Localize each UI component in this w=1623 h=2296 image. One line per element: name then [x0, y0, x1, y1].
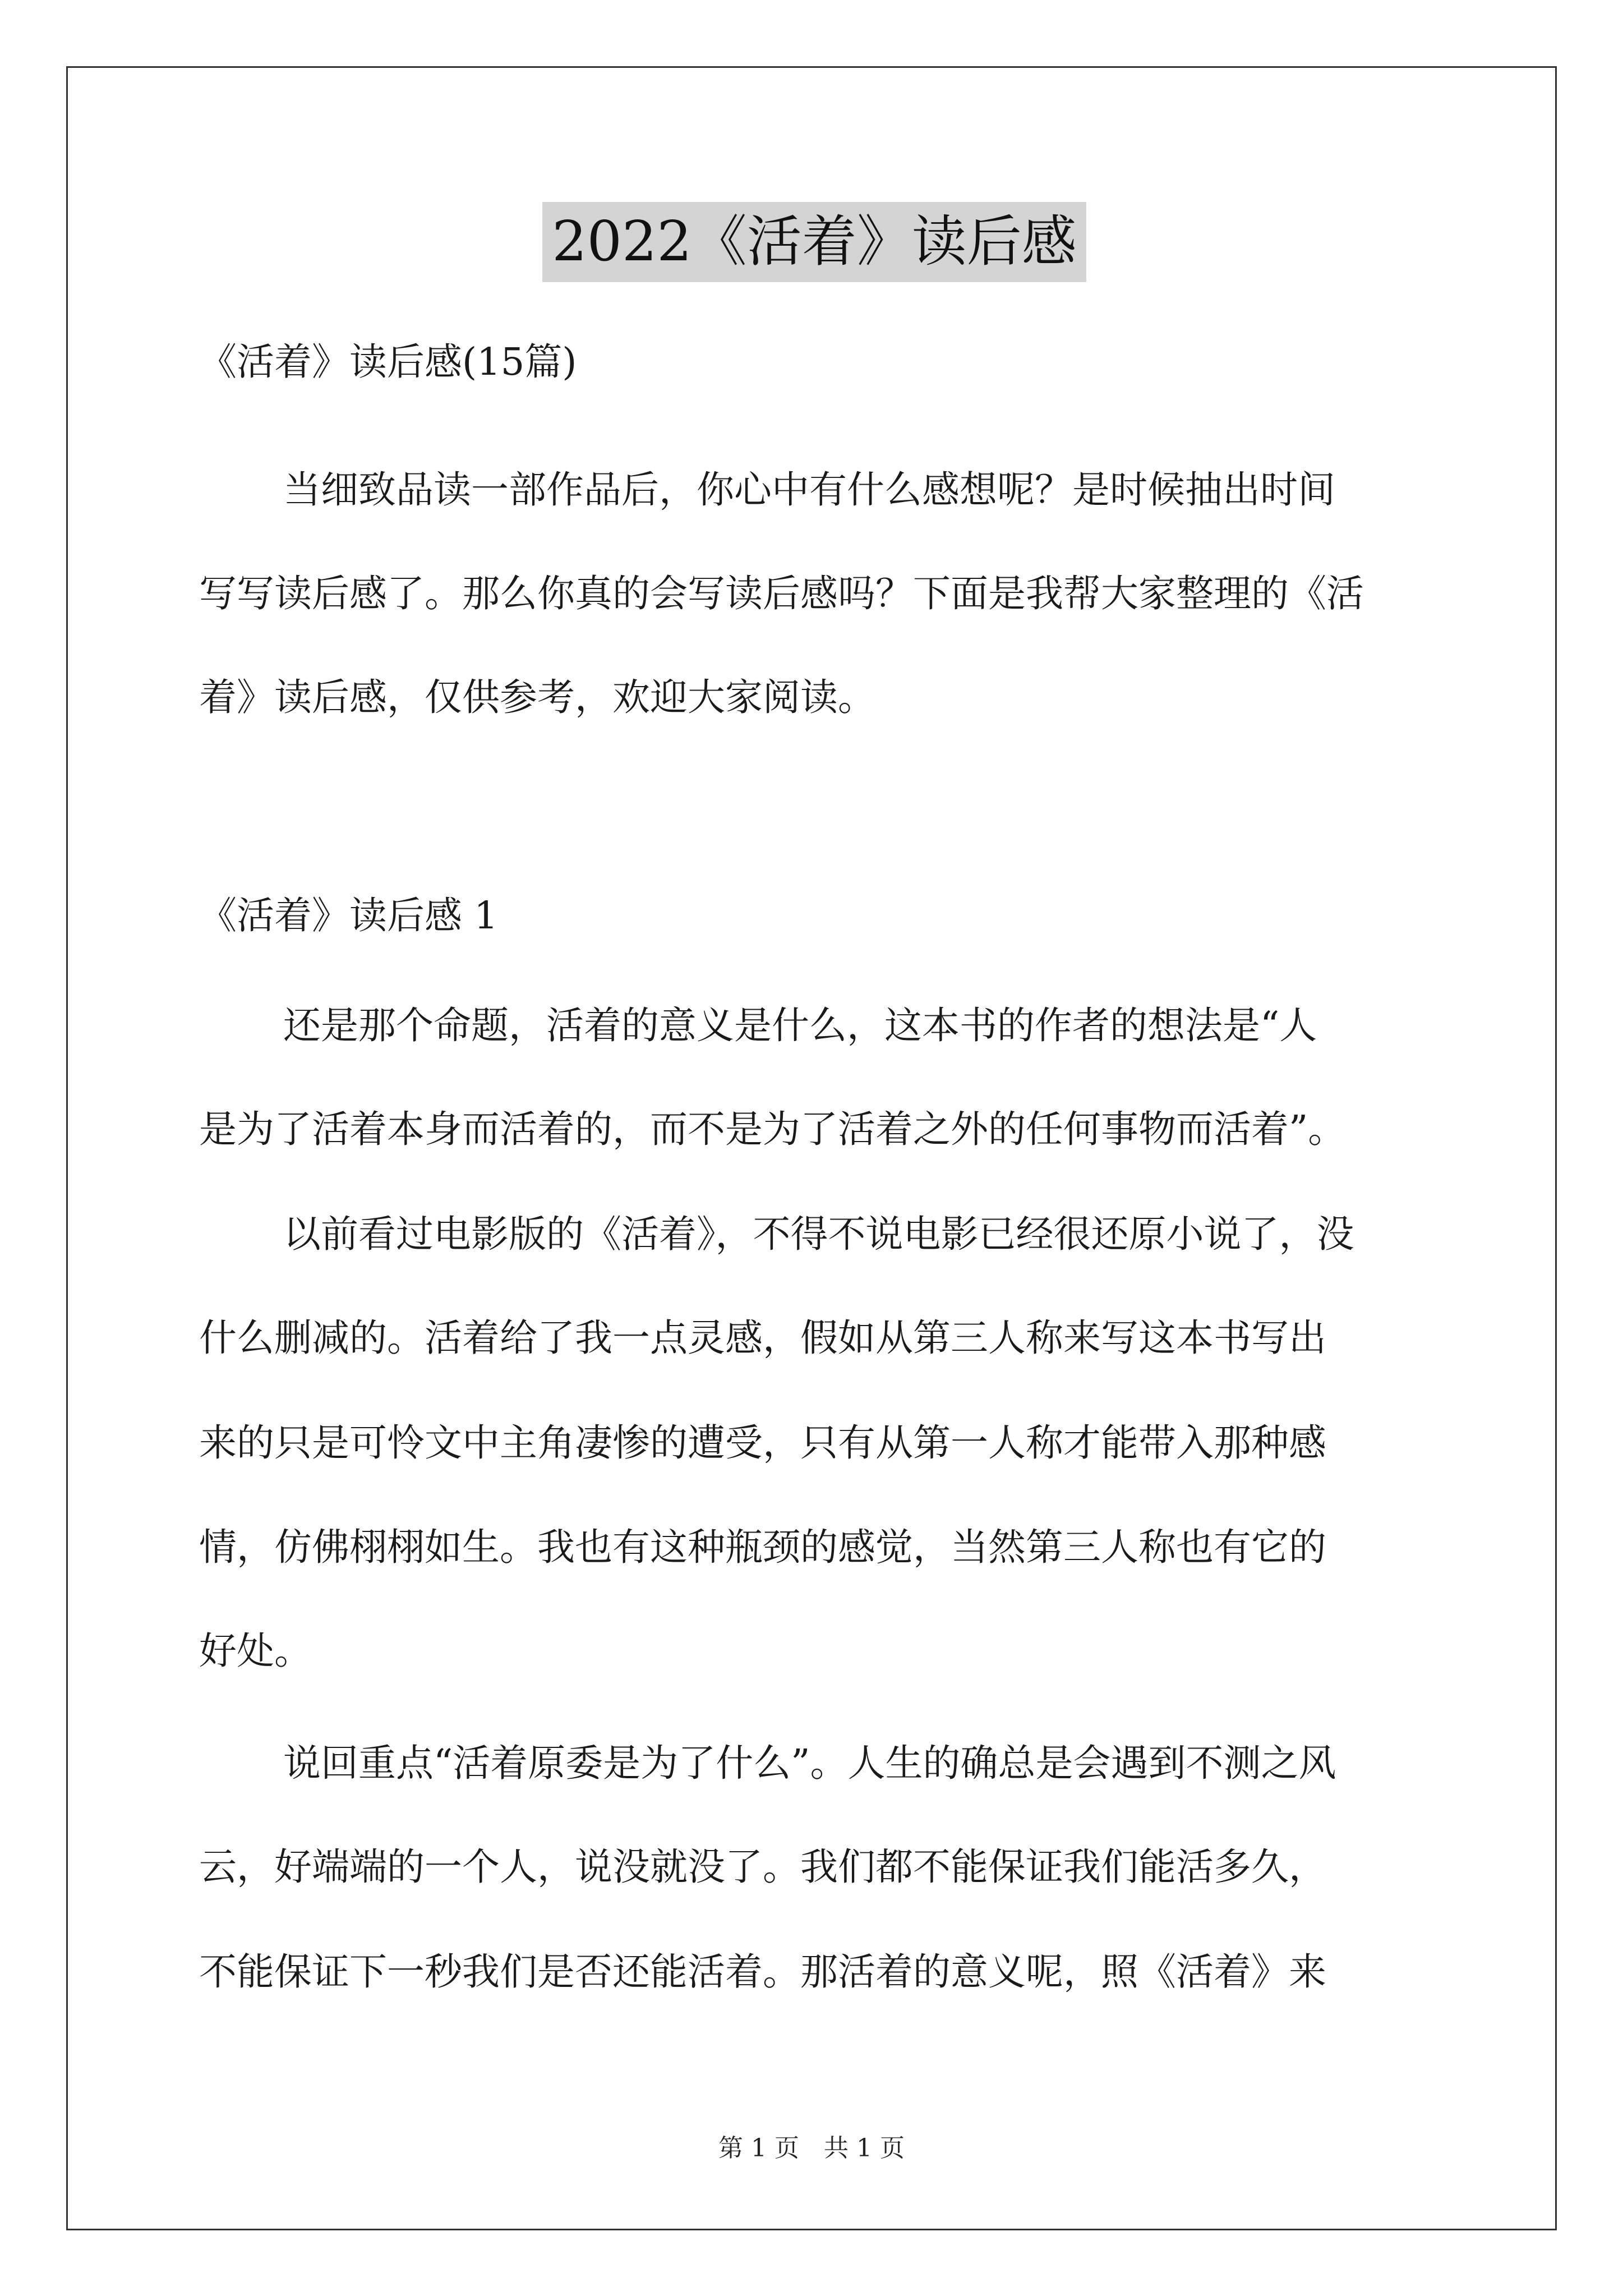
body-line-1: 还是那个命题，活着的意义是什么，这本书的作者的想法是“人 — [283, 1004, 1317, 1047]
document-title: 2022《活着》读后感 — [542, 202, 1086, 282]
page-footer: 第 1 页 共 1 页 — [718, 2134, 905, 2162]
body-line-2: 是为了活着本身而活着的，而不是为了活着之外的任何事物而活着”。 — [199, 1107, 1346, 1151]
section-heading: 《活着》读后感 1 — [199, 894, 498, 937]
body-line-5: 来的只是可怜文中主角凄惨的遭受，只有从第一人称才能带入那种感 — [199, 1421, 1326, 1465]
intro-line-2: 写写读后感了。那么你真的会写读后感吗？下面是我帮大家整理的《活 — [199, 572, 1364, 615]
intro-line-1: 当细致品读一部作品后，你心中有什么感想呢？是时候抽出时间 — [283, 468, 1335, 512]
body-line-7: 好处。 — [199, 1629, 312, 1673]
body-line-4: 什么删减的。活着给了我一点灵感，假如从第三人称来写这本书写出 — [199, 1316, 1326, 1360]
document-subtitle: 《活着》读后感(15篇) — [199, 340, 577, 384]
body-line-3: 以前看过电影版的《活着》，不得不说电影已经很还原小说了，没 — [283, 1212, 1354, 1256]
body-line-8: 说回重点“活着原委是为了什么”。人生的确总是会遇到不测之风 — [283, 1741, 1336, 1785]
intro-line-3: 着》读后感，仅供参考，欢迎大家阅读。 — [199, 675, 875, 719]
body-line-9: 云，好端端的一个人，说没就没了。我们都不能保证我们能活多久， — [199, 1845, 1326, 1889]
body-line-10: 不能保证下一秒我们是否还能活着。那活着的意义呢，照《活着》来 — [199, 1950, 1326, 1994]
body-line-6: 情，仿佛栩栩如生。我也有这种瓶颈的感觉，当然第三人称也有它的 — [199, 1525, 1326, 1569]
